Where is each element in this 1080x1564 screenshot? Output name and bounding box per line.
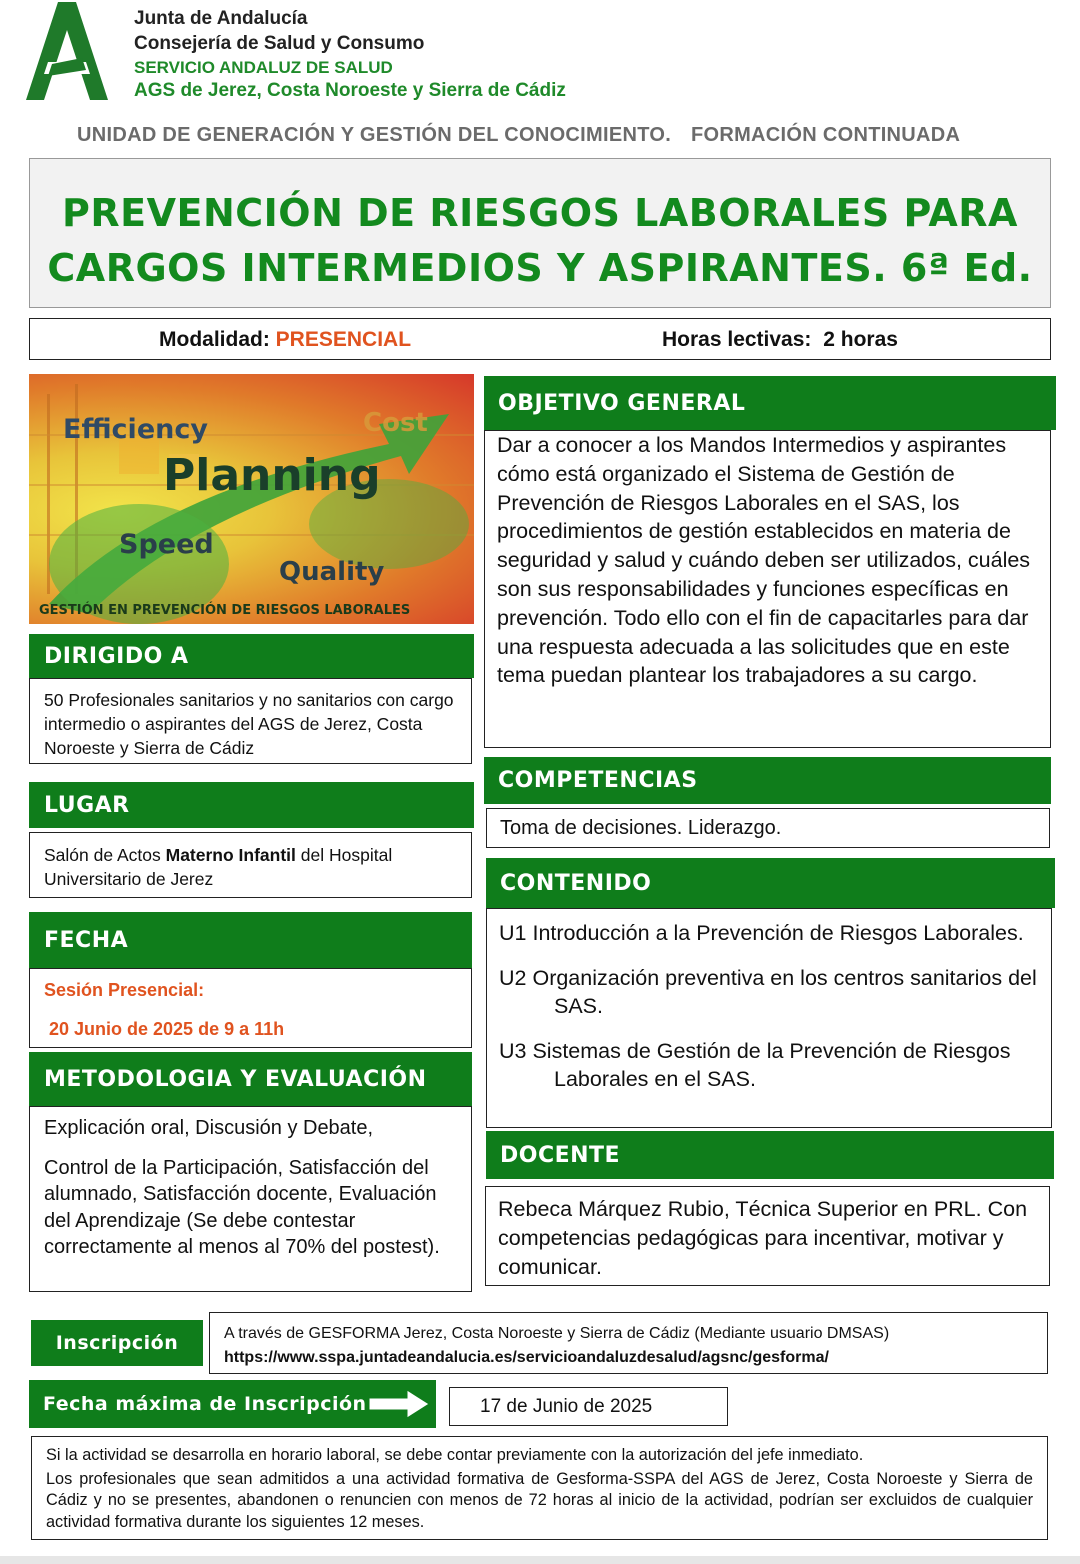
notice-box [31,1436,1048,1540]
banner-word-quality: Quality [279,557,385,587]
competencias-box [486,808,1050,848]
title-line-1: PREVENCIÓN DE RIESGOS LABORALES PARA [62,191,1018,235]
formacion-label: FORMACIÓN CONTINUADA [690,124,961,146]
unit-line [77,124,960,147]
docente-heading [486,1131,1054,1179]
competencias-text: Toma de decisiones. Liderazgo. [500,817,782,839]
contenido-heading [486,858,1055,908]
docente-text: Rebeca Márquez Rubio, Técnica Superior en PRL. Con competencias pedagógicas para incentivar, motivar y comunicar. [498,1197,1028,1279]
metodologia-p1: Explicación oral, Discusión y Debate, [44,1117,374,1139]
lugar-heading-text: LUGAR [44,792,130,818]
lugar-box [29,832,472,898]
metodologia-heading-text: METODOLOGIA Y EVALUACIÓN [44,1066,427,1092]
contenido-item-text: Organización preventiva en los centros sanitarios del SAS. [532,966,1037,1018]
objetivo-box [484,430,1051,748]
modalidad [159,328,411,352]
header-ags: AGS de Jerez, Costa Noroeste y Sierra de Cádiz [134,80,566,101]
fecha-sesion: Sesión Presencial: [44,980,205,1000]
horas-label: Horas lectivas: [662,328,812,351]
banner-word-planning: Planning [163,450,381,501]
objetivo-text: Dar a conocer a los Mandos Intermedios y aspirantes cómo está organizado el Sistema de Gestión de Prevención de Riesgos Laborales en el SAS, los procedimientos de gestión establecidos en materia de seguridad y salud y cuándo deben ser utilizados, cuáles son sus responsabilidades y funciones específicas en prevención. Todo ello con el fin de capacitarles para dar una respuesta adecuada a las solicitudes que en este tema puedan plantear los trabajadores a su cargo. [497,433,1031,688]
unit-name: UNIDAD DE GENERACIÓN Y GESTIÓN DEL CONOCIMIENTO. [77,124,672,146]
title-line-2: CARGOS INTERMEDIOS Y ASPIRANTES. 6ª Ed. [47,246,1033,290]
banner-word-cost: Cost [363,408,428,438]
fecha-max-label [29,1380,436,1428]
contenido-item-u1 [499,919,1039,947]
objetivo-heading [484,376,1056,430]
horas-lectivas [662,328,898,352]
banner-word-efficiency: Efficiency [63,414,208,445]
banner-caption: GESTIÓN EN PREVENCIÓN DE RIESGOS LABORALES [39,603,411,618]
contenido-item-u2 [499,964,1039,1020]
docente-heading-text: DOCENTE [500,1142,621,1168]
fecha-max-label-text: Fecha máxima de Inscripción [43,1393,367,1415]
inscripcion-label [31,1320,203,1366]
dirigido-text: 50 Profesionales sanitarios y no sanitarios con cargo intermedio o aspirantes del AGS de Jerez, Costa Noroeste y Sierra de Cádiz [44,690,454,758]
competencias-heading [484,757,1051,804]
inscripcion-url[interactable]: https://www.sspa.juntadeandalucia.es/servicioandaluzdesalud/agsnc/gesforma/ [224,1349,829,1366]
dirigido-box [29,678,472,764]
modalidad-row [29,318,1051,360]
banner-word-speed: Speed [119,529,214,560]
fecha-date: 20 Junio de 2025 de 9 a 11h [49,1019,285,1039]
docente-box [485,1186,1050,1286]
horas-value: 2 horas [823,328,898,351]
contenido-item-u3 [499,1037,1039,1093]
fecha-heading [29,912,472,968]
fecha-heading-text: FECHA [44,927,129,953]
lugar-text-bold: Materno Infantil [165,845,296,865]
header-org-name: Junta de Andalucía [134,8,308,29]
header-servicio: SERVICIO ANDALUZ DE SALUD [134,58,393,77]
notice-p1: Si la actividad se desarrolla en horario laboral, se debe contar previamente con la autorización del jefe inmediato. [46,1446,864,1464]
contenido-item-text: Sistemas de Gestión de la Prevención de Riesgos Laborales en el SAS. [532,1039,1011,1091]
junta-logo-icon [22,0,110,102]
lugar-heading [29,782,474,828]
inscripcion-label-text: Inscripción [55,1332,179,1354]
lugar-text-post: del Hospital Universitario de Jerez [44,845,393,889]
contenido-item-code: U3 [499,1039,527,1063]
dirigido-heading-text: DIRIGIDO A [44,643,189,669]
metodologia-box [29,1106,472,1292]
title-box [29,158,1051,308]
contenido-heading-text: CONTENIDO [500,870,652,896]
banner-image [29,374,474,624]
competencias-heading-text: COMPETENCIAS [498,768,698,793]
header-consejeria: Consejería de Salud y Consumo [134,33,425,54]
dirigido-heading [29,634,474,678]
contenido-item-text: Introducción a la Prevención de Riesgos Laborales. [532,921,1024,945]
metodologia-p2: Control de la Participación, Satisfacción del alumnado, Satisfacción docente, Evaluación del Aprendizaje (Se debe contestar correctamente al menos al 70% del postest). [44,1156,440,1258]
notice-p2: Los profesionales que sean admitidos a una actividad formativa de Gesforma-SSPA del AGS de Jerez, Costa Noroeste y Sierra de Cádiz y no se presentes, abandonen o renuncien con menos de 72 horas al inicio de la actividad, podrían ser excluidos de cualquier actividad formativa durante los siguientes 12 meses. [46,1469,1033,1531]
objetivo-heading-text: OBJETIVO GENERAL [498,390,746,416]
junta-logo [22,0,110,102]
inscripcion-text: A través de GESFORMA Jerez, Costa Noroeste y Sierra de Cádiz (Mediante usuario DMSAS) [224,1325,890,1342]
inscripcion-box [209,1312,1048,1374]
contenido-item-code: U1 [499,921,527,945]
arrow-right-icon [369,1388,431,1420]
modalidad-label: Modalidad: [159,328,270,351]
fecha-max-value: 17 de Junio de 2025 [480,1396,653,1417]
contenido-box [486,908,1052,1128]
contenido-item-code: U2 [499,966,527,990]
bottom-strip [0,1556,1080,1564]
fecha-max-box [449,1387,728,1426]
lugar-text-pre: Salón de Actos [44,845,166,865]
metodologia-heading [29,1052,472,1106]
modalidad-value: PRESENCIAL [275,328,412,351]
fecha-box [29,968,472,1048]
